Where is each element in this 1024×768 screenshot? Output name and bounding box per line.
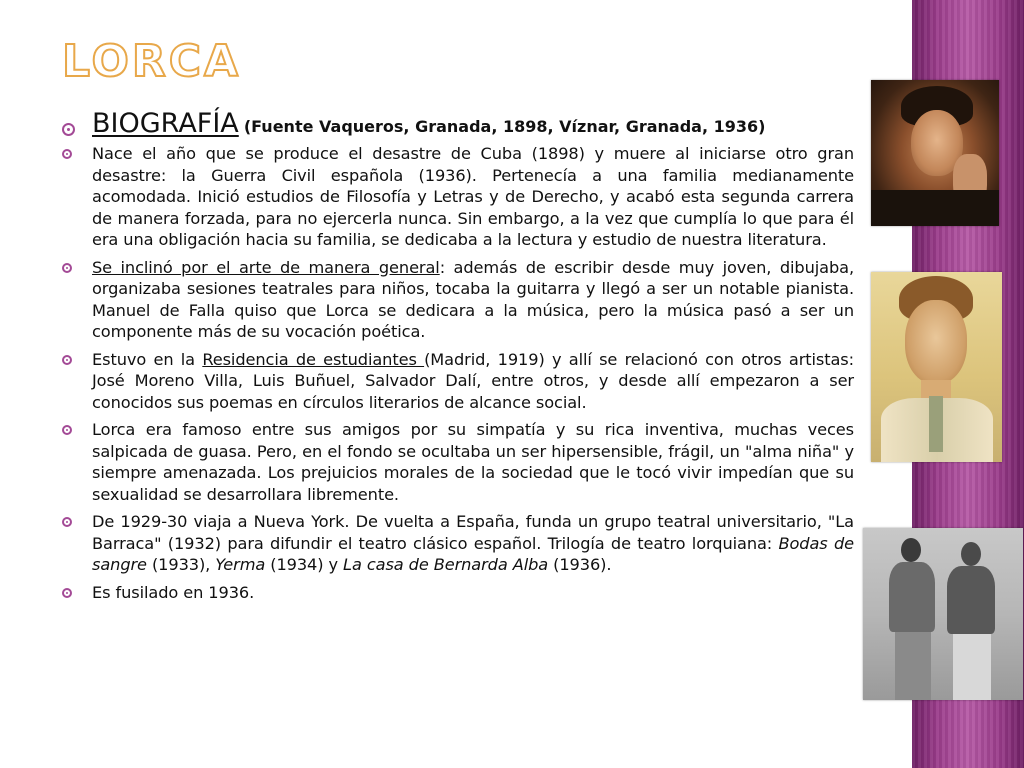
bullet-text: Nace el año que se produce el desastre de Cuba (1898) y muere al iniciarse otro gran desastre: la Guerra Civil española (1936). Pertenecía a una familia medianamente acomodada. Inició estudios de Filosofía y Letras y de Derecho, y acabó esta segunda carrera de manera forzada, para no ejercerla nunca. Sin embargo, a la vez que cumplía lo que para él era una obligación hacia su familia, se dedicaba a la lectura y estudio de nuestra literatura. <box>92 144 854 249</box>
bullet-text: (1933), <box>146 555 216 574</box>
slide-title: LORCA <box>62 36 242 87</box>
work-title: Yerma <box>215 555 266 574</box>
work-title: La casa de Bernarda Alba <box>343 555 549 574</box>
bullet-text: (1934) y <box>265 555 344 574</box>
painted-portrait <box>871 272 1002 462</box>
bullet-text: (1936). <box>548 555 612 574</box>
heading-word: BIOGRAFÍA <box>92 108 239 139</box>
bullet-item-new-york <box>62 511 854 576</box>
bullet-item-residencia <box>62 349 854 414</box>
underlined-phrase: Se inclinó por el arte de manera general <box>92 257 440 277</box>
circle-bullet-icon <box>62 355 72 365</box>
heading-item <box>62 108 854 139</box>
bullet-item-death <box>62 582 854 604</box>
circle-bullet-icon <box>62 425 72 435</box>
underlined-phrase: Residencia de estudiantes <box>202 349 425 369</box>
bullet-item-arts <box>62 257 854 343</box>
heading-subtitle: (Fuente Vaqueros, Granada, 1898, Víznar, Granada, 1936) <box>243 117 766 136</box>
bullet-text: Lorca era famoso entre sus amigos por su simpatía y su rica inventiva, muchas veces salpicada de guasa. Pero, en el fondo se ocultaba un ser hipersensible, frágil, un "alma niña" y siempre amenazada. Los prejuicios morales de la sociedad que le tocó vivir impedían que su sexualidad se desarrollara libremente. <box>92 420 854 504</box>
bullet-item-birth <box>62 143 854 251</box>
bullet-text: : además de escribir desde muy joven, dibujaba, organizaba sesiones teatrales para niños, tocaba la guitarra y llegó a ser un notable pianista. Manuel de Falla quiso que Lorca se dedicara a la música, pero la música pasó a ser un componente más de su vocación poética. <box>92 257 854 341</box>
circle-bullet-icon <box>62 517 72 527</box>
portrait-photo <box>871 80 999 226</box>
two-men-photo <box>863 528 1023 700</box>
slide-content <box>62 108 854 609</box>
bullet-text-start: De 1929-30 viaja a Nueva York. De vuelta a España, funda un grupo teatral universitario, "La Barraca" (1932) para difundir el teatro clásico español. Trilogía de teatro lorquiana: <box>92 512 854 553</box>
circle-bullet-icon <box>62 588 72 598</box>
circle-bullet-icon <box>62 149 72 159</box>
bullet-text-start: Estuvo en la <box>92 349 203 369</box>
circle-bullet-icon <box>62 263 72 273</box>
bullet-text: (Madrid, 1919) y allí se relacionó con otros artistas: José Moreno Villa, Luis Buñuel, Salvador Dalí, entre otros, y desde allí empezaron a ser conocidos sus poemas en círculos literarios de alcance social. <box>92 349 854 412</box>
work-title: Bodas de sangre <box>92 533 854 574</box>
circle-bullet-icon <box>62 123 75 136</box>
bullet-item-personality <box>62 419 854 505</box>
bullet-text: Es fusilado en 1936. <box>92 582 255 602</box>
